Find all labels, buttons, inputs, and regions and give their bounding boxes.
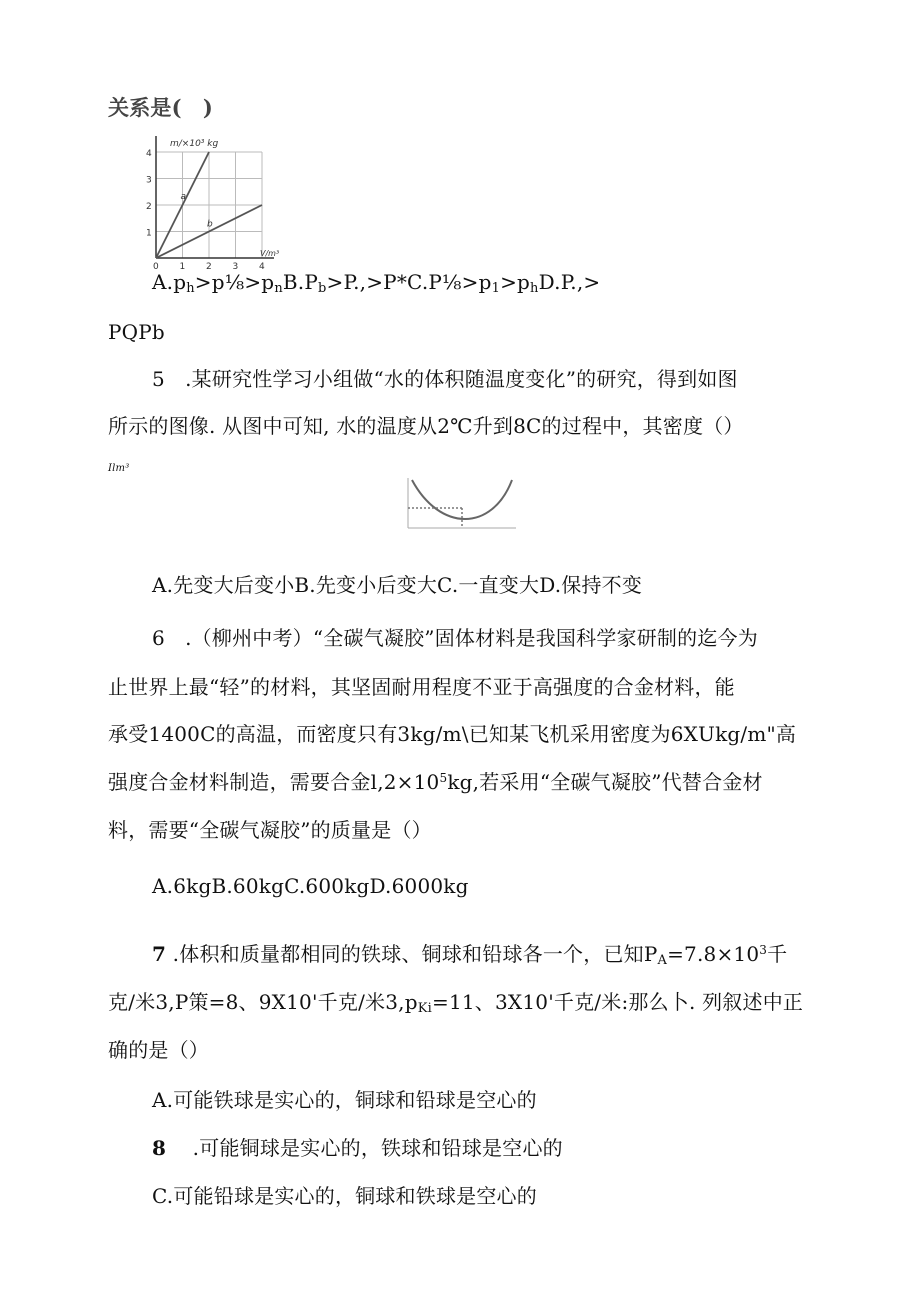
- q6-options: A.6kgB.60kgC.600kgD.6000kg: [152, 874, 469, 898]
- q7-option-c: C.可能铅球是实心的，铜球和铁球是空心的: [152, 1184, 537, 1208]
- question-head: 关系是( ): [108, 95, 214, 120]
- q6-line-1: 6 .（柳州中考）“全碳气凝胶”固体材料是我国科学家研制的迄今为: [152, 626, 758, 650]
- x-tick-label: 0: [153, 262, 159, 272]
- y-axis-label: m/×10³ kg: [170, 139, 219, 149]
- y-tick-label: 3: [146, 175, 152, 186]
- x-tick-label: 4: [259, 262, 265, 272]
- x-axis-label: V/m³: [260, 249, 280, 258]
- q7-option-b: 8 .可能铜球是实心的，铁球和铅球是空心的: [152, 1136, 563, 1160]
- q5-options: A.先变大后变小B.先变小后变大C.一直变大D.保持不变: [152, 573, 643, 597]
- chart-grid: [156, 152, 262, 258]
- x-tick-label: 3: [232, 262, 239, 272]
- q5-line-2: 所示的图像. 从图中可知, 水的温度从2℃升到8C的过程中，其密度（）: [108, 414, 744, 438]
- q7-option-a: A.可能铁球是实心的，铜球和铅球是空心的: [152, 1088, 537, 1112]
- x-tick-label: 1: [179, 262, 186, 272]
- q7-line-3: 确的是（）: [108, 1038, 209, 1062]
- q6-line-4: 强度合金材料制造，需要合金$l,2\times 10^5kg$,若采用“全碳气凝胶”代替合金材: [108, 770, 763, 794]
- q6-line-2: 止世界上最“轻”的材料，其坚固耐用程度不亚于高强度的合金材料，能: [108, 675, 735, 699]
- x-tick-label: 2: [206, 262, 212, 272]
- water-volume-temperature-graph: [400, 474, 520, 534]
- q4-options-line: $A.p_h>p\frac{1}{8}>p_nB.P_b>P.,>P*C.P\frac{1}{8}>p_1>p_hD.P.,>$: [152, 270, 601, 296]
- q4-options-cont: PQPb: [108, 320, 165, 344]
- q5-graph-label: Ilm³: [108, 463, 130, 474]
- series-label-a: a: [180, 192, 187, 202]
- y-tick-label: 1: [146, 228, 152, 239]
- y-tick-label: 4: [146, 149, 152, 159]
- y-tick-label: 2: [146, 202, 152, 212]
- series-label-b: b: [207, 219, 213, 230]
- q5-line-1: 5 .某研究性学习小组做“水的体积随温度变化”的研究，得到如图: [152, 367, 738, 391]
- q7-line-2: 克/米3,P策=8、9X10'千克/米$3,p_{Ki}=11$、3X10'千克/米:那么卜. 列叙述中正: [108, 990, 804, 1016]
- mass-volume-graph: [146, 132, 286, 272]
- q6-line-3: 承受1400C的高温，而密度只有3kg∕m\已知某飞机采用密度为6XUkg∕m"高: [108, 722, 797, 746]
- q7-line-1: 7 .体积和质量都相同的铁球、铜球和铅球各一个，已知$P_A=7.8\times 10^3$千: [152, 942, 788, 968]
- q6-line-5: 料，需要“全碳气凝胶”的质量是（）: [108, 818, 432, 842]
